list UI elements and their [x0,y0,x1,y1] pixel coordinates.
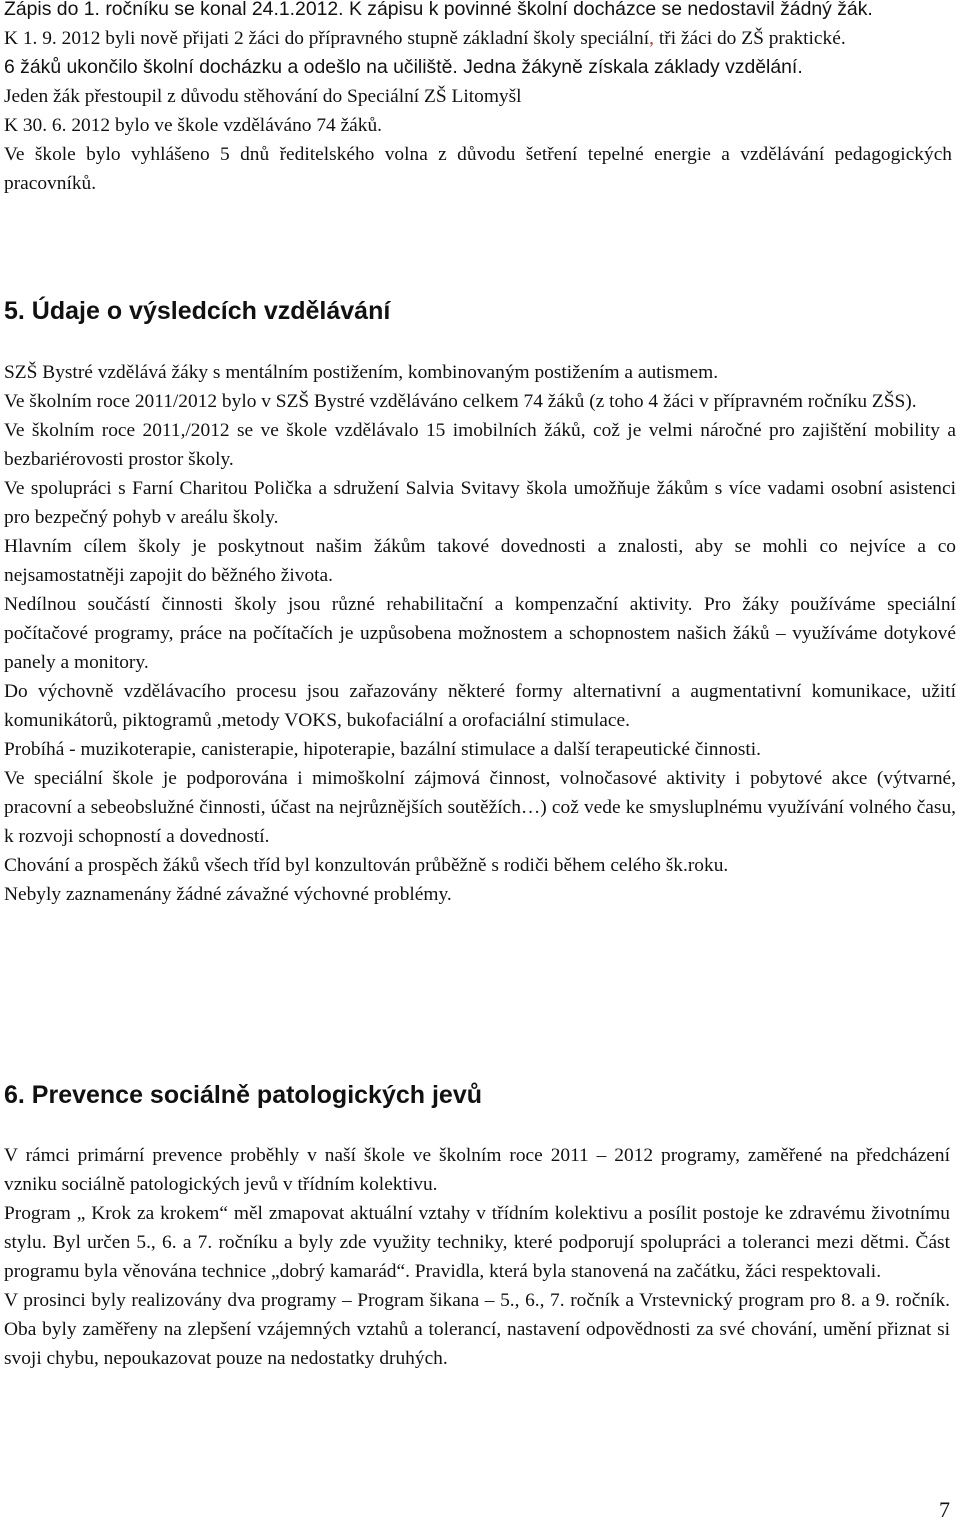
section-5-body [4,358,956,909]
section-5-paragraph: Ve školním roce 2011/2012 bylo v SZŠ Bystré vzděláváno celkem 74 žáků (z toho 4 žáci v přípravném ročníku ZŠS). [4,391,917,412]
section-5-paragraph: SZŠ Bystré vzdělává žáky s mentálním postižením, kombinovaným postižením a autismem. [4,362,719,383]
intro-paragraph-graduates: 6 žáků ukončilo školní docházku a odešlo na učiliště. Jedna žákyně získala základy vzdělání. [4,56,803,78]
intro-paragraph-student-count: K 30. 6. 2012 bylo ve škole vzděláváno 74 žáků. [4,115,383,136]
section-6-paragraph: Program „ Krok za krokem“ měl zmapovat aktuální vztahy v třídním kolektivu a posílit postoje ke zdravému životnímu stylu. Byl určen 5., 6. a 7. ročníku a byly zde využity techniky, které podporují spolupráci a toleranci mezi dětmi. Část programu byla věnována technice „dobrý kamarád“. Pravidla, která byla stanovená na začátku, žáci respektovali. [4,1203,950,1282]
intro-paragraph-enrollment: Zápis do 1. ročníku se konal 24.1.2012. K zápisu k povinné školní docházce se nedostavil žádný žák. [4,0,873,20]
section-6-paragraph: V prosinci byly realizovány dva programy – Program šikana – 5., 6., 7. ročník a Vrstevnický program pro 8. a 9. ročník. Oba byly zaměřeny na zlepšení vzájemných vztahů a tolerancí, nastavení odpovědnosti za své chování, umění přiznat si svoji chybu, nepoukazovat pouze na nedostatky druhých. [4,1290,950,1369]
intro-admissions-part-b: tři žáci do ZŠ praktické. [654,28,846,49]
intro-admissions-part-a: K 1. 9. 2012 byli nově přijati 2 žáci do přípravného stupně základní školy speciální [4,28,650,49]
section-5-paragraph: Ve spolupráci s Farní Charitou Polička a sdružení Salvia Svitavy škola umožňuje žákům s více vadami osobní asistenci pro bezpečný pohyb v areálu školy. [4,478,956,528]
section-5-paragraph: Probíhá - muzikoterapie, canisterapie, hipoterapie, bazální stimulace a další terapeutické činnosti. [4,739,762,760]
section-5-paragraph: Chování a prospěch žáků všech tříd byl konzultován průběžně s rodiči během celého šk.roku. [4,855,729,876]
section-5-heading: 5. Údaje o výsledcích vzdělávání [4,297,391,325]
section-5-paragraph: Do výchovně vzdělávacího procesu jsou zařazovány některé formy alternativní a augmentativní komunikace, užití komunikátorů, piktogramů ,metody VOKS, bukofaciální a orofaciální stimulace. [4,681,956,731]
section-5-paragraph: Nedílnou součástí činnosti školy jsou různé rehabilitační a kompenzační aktivity. Pro žáky používáme speciální počítačové programy, práce na počítačích je uzpůsobena možnostem a schopnostem našich žáků – využíváme dotykové panely a monitory. [4,594,956,673]
section-5-paragraph: Hlavním cílem školy je poskytnout našim žákům takové dovednosti a znalosti, aby se mohli co nejvíce a co nejsamostatněji zapojit do běžného života. [4,536,956,586]
section-5-paragraph: Nebyly zaznamenány žádné závažné výchovné problémy. [4,884,452,905]
intro-paragraph-transfer: Jeden žák přestoupil z důvodu stěhování do Speciální ZŠ Litomyšl [4,86,522,107]
intro-admissions-comma: , [649,28,654,49]
section-6-heading: 6. Prevence sociálně patologických jevů [4,1081,482,1109]
intro-paragraph-admissions [4,24,952,53]
intro-section [4,0,952,198]
page-number: 7 [939,1497,950,1522]
section-6-body [4,1141,950,1373]
section-6-paragraph: V rámci primární prevence proběhly v naší škole ve školním roce 2011 – 2012 programy, zaměřené na předcházení vzniku sociálně patologických jevů v třídním kolektivu. [4,1145,950,1195]
section-5-paragraph: Ve školním roce 2011,/2012 se ve škole vzdělávalo 15 imobilních žáků, což je velmi náročné pro zajištění mobility a bezbariérovosti prostor školy. [4,420,956,470]
section-5-paragraph: Ve speciální škole je podporována i mimoškolní zájmová činnost, volnočasové aktivity i pobytové akce (výtvarné, pracovní a sebeobslužné činnosti, účast na nejrůznějších soutěžích…) což vede ke smysluplnému využívání volného času, k rozvoji schopností a dovedností. [4,768,956,847]
intro-paragraph-days-off: Ve škole bylo vyhlášeno 5 dnů ředitelského volna z důvodu šetření tepelné energie a vzdělávání pedagogických pracovníků. [4,144,952,194]
